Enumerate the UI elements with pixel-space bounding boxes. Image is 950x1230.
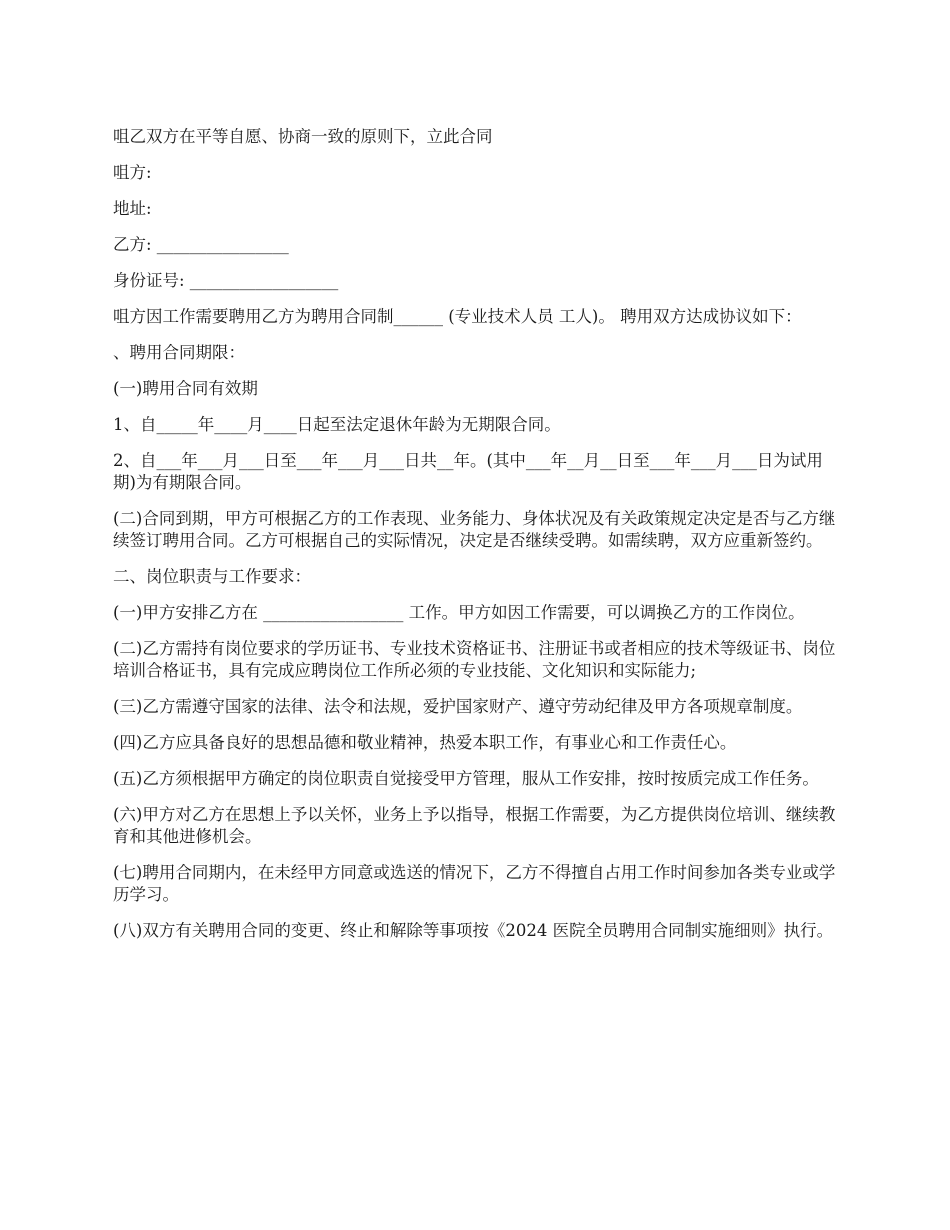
section-heading-term: 、聘用合同期限：	[113, 343, 245, 362]
clause-1-1-a: 1、自_____年____月____日起至法定退休年龄为无期限合同。	[113, 415, 561, 434]
clause-1-2: (二)合同到期，甲方可根据乙方的工作表现、业务能力、身体状况及有关政策规定决定是否与乙方继续签订聘用合同。乙方可根据自己的实际情况，决定是否继续受聘。如需续聘，双方应重新签约。	[113, 509, 836, 550]
party-a-line: 咀方:	[113, 163, 152, 182]
clause-2-8: (八)双方有关聘用合同的变更、终止和解除等事项按《2024 医院全员聘用合同制实施细则》执行。	[113, 921, 834, 940]
party-b-line: 乙方: ________________	[113, 235, 289, 254]
agreement-intro: 咀方因工作需要聘用乙方为聘用合同制______ (专业技术人员 工人)。 聘用双方达成协议如下：	[113, 307, 802, 326]
clause-1-1: (一)聘用合同有效期	[113, 379, 258, 398]
clause-1-1-b: 2、自___年___月___日至___年___月___日共__年。(其中___年__月__日至___年___月___日为试用期)为有期限合同。	[113, 451, 823, 492]
address-line: 地址:	[113, 199, 152, 218]
clause-2-3: (三)乙方需遵守国家的法律、法令和法规，爱护国家财产、遵守劳动纪律及甲方各项规章制度。	[113, 697, 803, 716]
id-number-line: 身份证号: __________________	[113, 271, 339, 290]
document-body	[113, 126, 837, 956]
clause-2-5: (五)乙方须根据甲方确定的岗位职责自觉接受甲方管理，服从工作安排，按时按质完成工作任务。	[113, 769, 819, 788]
intro-paragraph: 咀乙双方在平等自愿、协商一致的原则下，立此合同	[113, 127, 493, 146]
clause-2-6: (六)甲方对乙方在思想上予以关怀，业务上予以指导，根据工作需要，为乙方提供岗位培训、继续教育和其他进修机会。	[113, 805, 836, 846]
clause-2-1: (一)甲方安排乙方在 _________________ 工作。甲方如因工作需要，可以调换乙方的工作岗位。	[113, 603, 805, 622]
clause-2-4: (四)乙方应具备良好的思想品德和敬业精神，热爱本职工作，有事业心和工作责任心。	[113, 733, 737, 752]
section-heading-duties: 二、岗位职责与工作要求：	[113, 567, 311, 586]
clause-2-2: (二)乙方需持有岗位要求的学历证书、专业技术资格证书、注册证书或者相应的技术等级证书、岗位培训合格证书，具有完成应聘岗位工作所必须的专业技能、文化知识和实际能力;	[113, 639, 836, 680]
clause-2-7: (七)聘用合同期内，在未经甲方同意或选送的情况下，乙方不得擅自占用工作时间参加各类专业或学历学习。	[113, 863, 836, 904]
